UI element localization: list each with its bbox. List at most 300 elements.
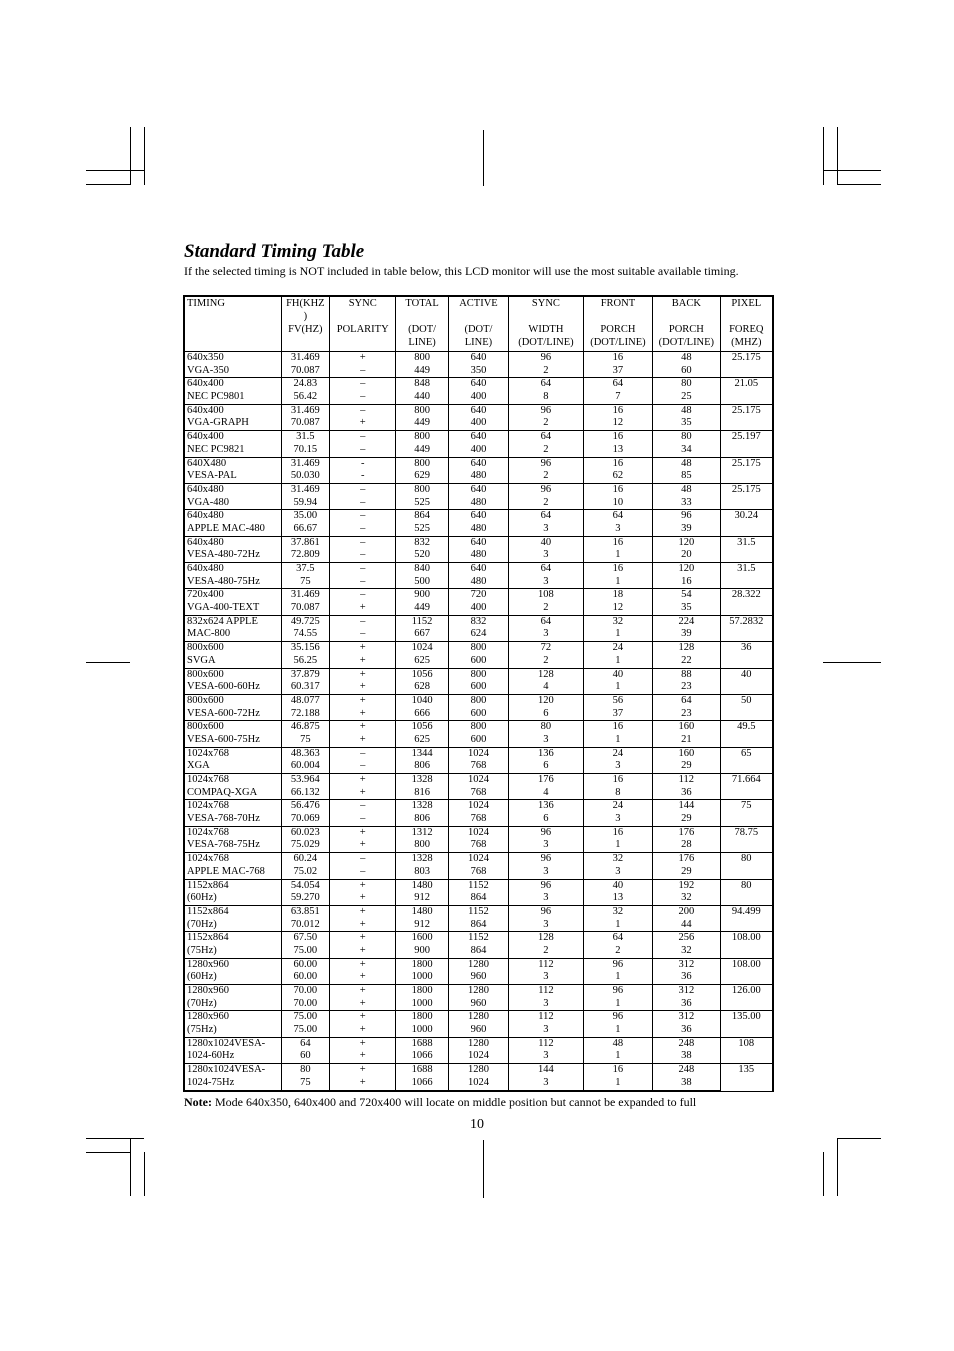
cell-pixel-freq: 57.2832 — [720, 615, 772, 641]
cell-h-fh: 37.879 — [281, 668, 329, 681]
cell-v-sync-polarity: + — [329, 1050, 395, 1063]
table-row — [185, 800, 773, 813]
cell-h-back-porch: 256 — [653, 932, 720, 945]
table-row — [185, 958, 773, 971]
cell-v-front-porch: 13 — [583, 444, 652, 457]
cell-v-sync-polarity: – — [329, 813, 395, 826]
cell-v-sync-width: 6 — [509, 813, 584, 826]
cell-h-active: 640 — [448, 536, 508, 549]
cell-h-fh: 31.469 — [281, 352, 329, 365]
cell-v-back-porch: 85 — [653, 470, 720, 483]
timing-name: SVGA — [185, 655, 282, 668]
cell-v-sync-polarity: – — [329, 497, 395, 510]
cell-h-sync-width: 136 — [509, 800, 584, 813]
cell-h-front-porch: 32 — [583, 615, 652, 628]
cell-h-active: 1024 — [448, 774, 508, 787]
cell-v-sync-width: 4 — [509, 681, 584, 694]
cell-v-sync-polarity: + — [329, 708, 395, 721]
cell-v-front-porch: 3 — [583, 760, 652, 773]
table-row — [185, 905, 773, 918]
cell-v-active: 480 — [448, 549, 508, 562]
header-line: PORCH — [668, 324, 704, 335]
cell-h-sync-width: 64 — [509, 431, 584, 444]
table-row — [185, 431, 773, 444]
cell-v-front-porch: 1 — [583, 971, 652, 984]
cell-h-front-porch: 32 — [583, 905, 652, 918]
cell-v-front-porch: 1 — [583, 576, 652, 589]
timing-mode: 640x480 — [185, 536, 282, 549]
table-row — [185, 879, 773, 892]
cell-h-sync-width: 112 — [509, 1011, 584, 1024]
cell-v-fh: 70.087 — [281, 365, 329, 378]
table-row — [185, 971, 773, 984]
cell-h-fh: 80 — [281, 1064, 329, 1077]
table-row — [185, 602, 773, 615]
crop-mark — [837, 1138, 881, 1139]
cell-h-back-porch: 54 — [653, 589, 720, 602]
cell-h-sync-polarity: + — [329, 1037, 395, 1050]
cell-v-active: 480 — [448, 470, 508, 483]
cell-pixel-freq: 31.5 — [720, 563, 772, 589]
cell-h-total: 1600 — [396, 932, 448, 945]
timing-mode: 800x600 — [185, 642, 282, 655]
cell-v-front-porch: 3 — [583, 523, 652, 536]
cell-h-sync-width: 108 — [509, 589, 584, 602]
header-line: (MHZ) — [731, 337, 762, 348]
header-line: WIDTH — [528, 324, 564, 335]
cell-h-back-porch: 48 — [653, 404, 720, 417]
cell-h-sync-polarity: + — [329, 1064, 395, 1077]
cell-h-fh: 48.077 — [281, 694, 329, 707]
cell-v-fh: 75.00 — [281, 945, 329, 958]
cell-h-fh: 70.00 — [281, 985, 329, 998]
cell-v-sync-polarity: – — [329, 523, 395, 536]
timing-name: VESA-600-72Hz — [185, 708, 282, 721]
cell-h-back-porch: 248 — [653, 1037, 720, 1050]
cell-h-fh: 60.24 — [281, 853, 329, 866]
cell-v-back-porch: 36 — [653, 787, 720, 800]
table-row — [185, 1064, 773, 1077]
cell-h-sync-width: 96 — [509, 879, 584, 892]
cell-h-fh: 56.476 — [281, 800, 329, 813]
crop-mark — [823, 662, 881, 663]
cell-v-total: 520 — [396, 549, 448, 562]
cell-h-active: 800 — [448, 721, 508, 734]
cell-v-sync-width: 4 — [509, 787, 584, 800]
cell-v-back-porch: 34 — [653, 444, 720, 457]
cell-v-total: 1000 — [396, 971, 448, 984]
cell-v-sync-width: 3 — [509, 734, 584, 747]
cell-h-back-porch: 128 — [653, 642, 720, 655]
cell-pixel-freq: 31.5 — [720, 536, 772, 562]
cell-h-total: 1328 — [396, 774, 448, 787]
cell-h-sync-polarity: – — [329, 431, 395, 444]
cell-h-total: 1800 — [396, 985, 448, 998]
cell-h-fh: 35.00 — [281, 510, 329, 523]
timing-name: NEC PC9821 — [185, 444, 282, 457]
cell-h-back-porch: 312 — [653, 985, 720, 998]
timing-mode: 1152x864 — [185, 879, 282, 892]
cell-v-front-porch: 1 — [583, 998, 652, 1011]
cell-v-back-porch: 23 — [653, 681, 720, 694]
header-line — [187, 311, 279, 324]
cell-v-back-porch: 39 — [653, 628, 720, 641]
cell-v-total: 1000 — [396, 998, 448, 1011]
table-row — [185, 1077, 773, 1091]
cell-h-front-porch: 24 — [583, 747, 652, 760]
cell-h-front-porch: 18 — [583, 589, 652, 602]
header-line: LINE) — [408, 337, 436, 348]
cell-h-sync-polarity: + — [329, 879, 395, 892]
cell-h-back-porch: 224 — [653, 615, 720, 628]
header-line — [586, 311, 650, 324]
cell-v-sync-polarity: – — [329, 391, 395, 404]
cell-v-front-porch: 1 — [583, 549, 652, 562]
header-line — [451, 311, 506, 324]
cell-v-sync-width: 3 — [509, 892, 584, 905]
cell-v-sync-polarity: + — [329, 655, 395, 668]
table-row — [185, 892, 773, 905]
cell-v-front-porch: 7 — [583, 391, 652, 404]
cell-h-sync-polarity: + — [329, 352, 395, 365]
cell-h-total: 864 — [396, 510, 448, 523]
cell-h-sync-width: 144 — [509, 1064, 584, 1077]
cell-h-sync-polarity: + — [329, 905, 395, 918]
cell-h-total: 1040 — [396, 694, 448, 707]
cell-h-sync-polarity: + — [329, 985, 395, 998]
cell-v-fh: 70.069 — [281, 813, 329, 826]
timing-mode: 640x350 — [185, 352, 282, 365]
cell-v-front-porch: 1 — [583, 655, 652, 668]
cell-h-total: 1800 — [396, 958, 448, 971]
cell-h-back-porch: 64 — [653, 694, 720, 707]
cell-h-active: 640 — [448, 457, 508, 470]
cell-pixel-freq: 75 — [720, 800, 772, 826]
table-row — [185, 945, 773, 958]
cell-h-sync-polarity: – — [329, 615, 395, 628]
cell-v-active: 350 — [448, 365, 508, 378]
cell-v-fh: 56.42 — [281, 391, 329, 404]
header-timing — [185, 297, 282, 352]
cell-v-back-porch: 36 — [653, 998, 720, 1011]
table-row — [185, 826, 773, 839]
table-row — [185, 642, 773, 655]
cell-h-back-porch: 80 — [653, 431, 720, 444]
cell-h-front-porch: 16 — [583, 774, 652, 787]
cell-v-active: 624 — [448, 628, 508, 641]
cell-h-active: 1024 — [448, 853, 508, 866]
cell-h-sync-width: 80 — [509, 721, 584, 734]
cell-v-fh: 75.029 — [281, 839, 329, 852]
crop-mark — [144, 1152, 145, 1196]
cell-v-back-porch: 25 — [653, 391, 720, 404]
table-row — [185, 417, 773, 430]
cell-h-total: 800 — [396, 457, 448, 470]
cell-v-fh: 56.25 — [281, 655, 329, 668]
cell-v-back-porch: 23 — [653, 708, 720, 721]
cell-v-sync-polarity: – — [329, 760, 395, 773]
crop-mark — [130, 127, 131, 185]
cell-h-back-porch: 120 — [653, 536, 720, 549]
cell-v-total: 806 — [396, 760, 448, 773]
cell-v-active: 960 — [448, 971, 508, 984]
timing-name: (60Hz) — [185, 892, 282, 905]
cell-h-back-porch: 80 — [653, 378, 720, 391]
cell-v-front-porch: 3 — [583, 866, 652, 879]
header-line: FOREQ — [729, 324, 764, 335]
cell-pixel-freq: 40 — [720, 668, 772, 694]
cell-h-sync-width: 112 — [509, 1037, 584, 1050]
cell-v-sync-polarity: + — [329, 919, 395, 932]
header-line: ACTIVE — [459, 298, 498, 309]
cell-h-front-porch: 16 — [583, 352, 652, 365]
cell-v-active: 1024 — [448, 1077, 508, 1091]
cell-v-active: 480 — [448, 497, 508, 510]
cell-h-sync-polarity: – — [329, 747, 395, 760]
cell-h-fh: 31.5 — [281, 431, 329, 444]
cell-h-front-porch: 96 — [583, 985, 652, 998]
cell-pixel-freq: 25.197 — [720, 431, 772, 457]
timing-mode: 1024x768 — [185, 774, 282, 787]
cell-v-back-porch: 29 — [653, 866, 720, 879]
crop-mark — [823, 170, 881, 171]
timing-mode: 640x480 — [185, 563, 282, 576]
cell-h-front-porch: 96 — [583, 958, 652, 971]
header-line: POLARITY — [336, 324, 389, 335]
table-row — [185, 444, 773, 457]
cell-h-active: 800 — [448, 694, 508, 707]
crop-mark — [130, 1138, 131, 1196]
cell-h-front-porch: 56 — [583, 694, 652, 707]
cell-h-total: 832 — [396, 536, 448, 549]
cell-h-sync-width: 96 — [509, 352, 584, 365]
table-row — [185, 787, 773, 800]
header-line — [187, 324, 279, 337]
table-row — [185, 1011, 773, 1024]
cell-h-back-porch: 312 — [653, 958, 720, 971]
cell-h-front-porch: 16 — [583, 1064, 652, 1077]
cell-v-sync-polarity: – — [329, 866, 395, 879]
header-line — [284, 337, 327, 350]
table-row — [185, 549, 773, 562]
table-row — [185, 404, 773, 417]
crop-mark — [837, 1138, 838, 1196]
note-text: Mode 640x350, 640x400 and 720x400 will locate on middle position but cannot be expanded to full — [211, 1095, 697, 1109]
cell-v-sync-width: 3 — [509, 1077, 584, 1091]
cell-v-sync-width: 3 — [509, 1024, 584, 1037]
cell-v-fh: 66.67 — [281, 523, 329, 536]
table-row — [185, 615, 773, 628]
header-total — [396, 297, 448, 352]
cell-v-back-porch: 29 — [653, 760, 720, 773]
cell-h-total: 800 — [396, 352, 448, 365]
table-row — [185, 365, 773, 378]
cell-v-back-porch: 35 — [653, 417, 720, 430]
cell-h-front-porch: 40 — [583, 668, 652, 681]
timing-mode: 1280x960 — [185, 1011, 282, 1024]
cell-h-back-porch: 48 — [653, 483, 720, 496]
cell-pixel-freq: 25.175 — [720, 404, 772, 430]
cell-h-back-porch: 48 — [653, 457, 720, 470]
crop-mark — [823, 127, 824, 185]
intro-text: If the selected timing is NOT included in table below, this LCD monitor will use the most suitable available timing. — [184, 264, 739, 278]
cell-v-front-porch: 3 — [583, 813, 652, 826]
cell-v-back-porch: 38 — [653, 1077, 720, 1091]
timing-name: VESA-480-75Hz — [185, 576, 282, 589]
header-line: TIMING — [187, 298, 225, 309]
timing-mode: 640x480 — [185, 483, 282, 496]
table-row — [185, 668, 773, 681]
table-row — [185, 628, 773, 641]
timing-name: MAC-800 — [185, 628, 282, 641]
cell-h-back-porch: 312 — [653, 1011, 720, 1024]
cell-v-total: 912 — [396, 919, 448, 932]
cell-v-sync-width: 3 — [509, 839, 584, 852]
cell-v-active: 480 — [448, 576, 508, 589]
cell-h-back-porch: 88 — [653, 668, 720, 681]
cell-v-fh: 60 — [281, 1050, 329, 1063]
header-line: (DOT/LINE) — [518, 337, 574, 348]
cell-h-sync-polarity: + — [329, 774, 395, 787]
timing-name: (70Hz) — [185, 919, 282, 932]
table-row — [185, 497, 773, 510]
cell-v-back-porch: 33 — [653, 497, 720, 510]
table-row — [185, 391, 773, 404]
header-line — [332, 337, 393, 350]
timing-mode: 1152x864 — [185, 905, 282, 918]
header-line: (DOT/ — [408, 324, 437, 335]
cell-v-active: 1024 — [448, 1050, 508, 1063]
cell-h-active: 640 — [448, 378, 508, 391]
cell-v-sync-width: 2 — [509, 417, 584, 430]
cell-h-active: 640 — [448, 352, 508, 365]
table-row — [185, 866, 773, 879]
cell-h-sync-polarity: – — [329, 563, 395, 576]
cell-v-sync-width: 3 — [509, 628, 584, 641]
cell-h-active: 1024 — [448, 747, 508, 760]
table-row — [185, 708, 773, 721]
cell-v-sync-width: 2 — [509, 497, 584, 510]
cell-v-back-porch: 35 — [653, 602, 720, 615]
cell-h-active: 800 — [448, 668, 508, 681]
cell-h-fh: 35.156 — [281, 642, 329, 655]
cell-v-front-porch: 1 — [583, 1024, 652, 1037]
cell-pixel-freq: 108.00 — [720, 958, 772, 984]
cell-h-active: 640 — [448, 563, 508, 576]
cell-v-total: 449 — [396, 602, 448, 615]
cell-h-sync-polarity: + — [329, 668, 395, 681]
timing-mode: 1280x960 — [185, 985, 282, 998]
table-row — [185, 523, 773, 536]
header-line — [398, 311, 445, 324]
header-line: PIXEL — [731, 298, 762, 309]
cell-v-sync-polarity: – — [329, 576, 395, 589]
cell-h-total: 1688 — [396, 1037, 448, 1050]
crop-mark — [483, 1140, 484, 1198]
cell-h-front-porch: 64 — [583, 510, 652, 523]
cell-v-front-porch: 1 — [583, 1077, 652, 1091]
cell-v-front-porch: 10 — [583, 497, 652, 510]
cell-v-active: 768 — [448, 787, 508, 800]
timing-mode: 640x400 — [185, 378, 282, 391]
table-row — [185, 655, 773, 668]
cell-h-front-porch: 32 — [583, 853, 652, 866]
cell-v-sync-width: 3 — [509, 998, 584, 1011]
cell-v-back-porch: 32 — [653, 892, 720, 905]
cell-h-front-porch: 40 — [583, 879, 652, 892]
header-line — [187, 337, 279, 350]
cell-v-sync-width: 3 — [509, 971, 584, 984]
cell-v-total: 500 — [396, 576, 448, 589]
cell-h-active: 1280 — [448, 1037, 508, 1050]
crop-mark — [86, 662, 130, 663]
header-line: SYNC — [348, 298, 377, 309]
cell-pixel-freq: 30.24 — [720, 510, 772, 536]
cell-v-front-porch: 1 — [583, 681, 652, 694]
cell-v-total: 1066 — [396, 1077, 448, 1091]
cell-v-total: 629 — [396, 470, 448, 483]
cell-v-total: 806 — [396, 813, 448, 826]
cell-h-total: 1328 — [396, 853, 448, 866]
cell-h-front-porch: 16 — [583, 431, 652, 444]
cell-v-fh: 70.087 — [281, 602, 329, 615]
cell-h-total: 1152 — [396, 615, 448, 628]
cell-v-total: 625 — [396, 734, 448, 747]
cell-v-fh: 59.94 — [281, 497, 329, 510]
table-row — [185, 919, 773, 932]
cell-v-active: 600 — [448, 708, 508, 721]
cell-v-sync-polarity: + — [329, 1077, 395, 1091]
cell-h-total: 1344 — [396, 747, 448, 760]
cell-v-total: 628 — [396, 681, 448, 694]
cell-v-sync-width: 3 — [509, 576, 584, 589]
cell-v-sync-polarity: + — [329, 998, 395, 1011]
cell-v-front-porch: 1 — [583, 839, 652, 852]
cell-h-back-porch: 120 — [653, 563, 720, 576]
cell-h-sync-width: 96 — [509, 457, 584, 470]
cell-v-sync-width: 2 — [509, 444, 584, 457]
cell-h-active: 1024 — [448, 800, 508, 813]
cell-h-sync-width: 176 — [509, 774, 584, 787]
cell-v-fh: 70.012 — [281, 919, 329, 932]
timing-name: (75Hz) — [185, 945, 282, 958]
cell-h-active: 800 — [448, 642, 508, 655]
cell-v-sync-width: 3 — [509, 866, 584, 879]
cell-v-active: 480 — [448, 523, 508, 536]
cell-h-back-porch: 248 — [653, 1064, 720, 1077]
cell-v-back-porch: 36 — [653, 971, 720, 984]
cell-v-fh: 70.15 — [281, 444, 329, 457]
cell-h-sync-polarity: – — [329, 378, 395, 391]
timing-name: VGA-400-TEXT — [185, 602, 282, 615]
timing-mode: 640x480 — [185, 510, 282, 523]
cell-v-fh: 75 — [281, 1077, 329, 1091]
cell-h-front-porch: 16 — [583, 404, 652, 417]
table-row — [185, 760, 773, 773]
crop-mark — [823, 1152, 824, 1196]
cell-h-back-porch: 160 — [653, 721, 720, 734]
cell-h-total: 1688 — [396, 1064, 448, 1077]
cell-v-total: 440 — [396, 391, 448, 404]
cell-h-sync-polarity: + — [329, 721, 395, 734]
cell-h-total: 840 — [396, 563, 448, 576]
timing-name: VGA-GRAPH — [185, 417, 282, 430]
cell-h-fh: 37.5 — [281, 563, 329, 576]
cell-h-sync-width: 96 — [509, 826, 584, 839]
cell-h-total: 900 — [396, 589, 448, 602]
cell-h-sync-width: 64 — [509, 378, 584, 391]
cell-h-back-porch: 176 — [653, 826, 720, 839]
